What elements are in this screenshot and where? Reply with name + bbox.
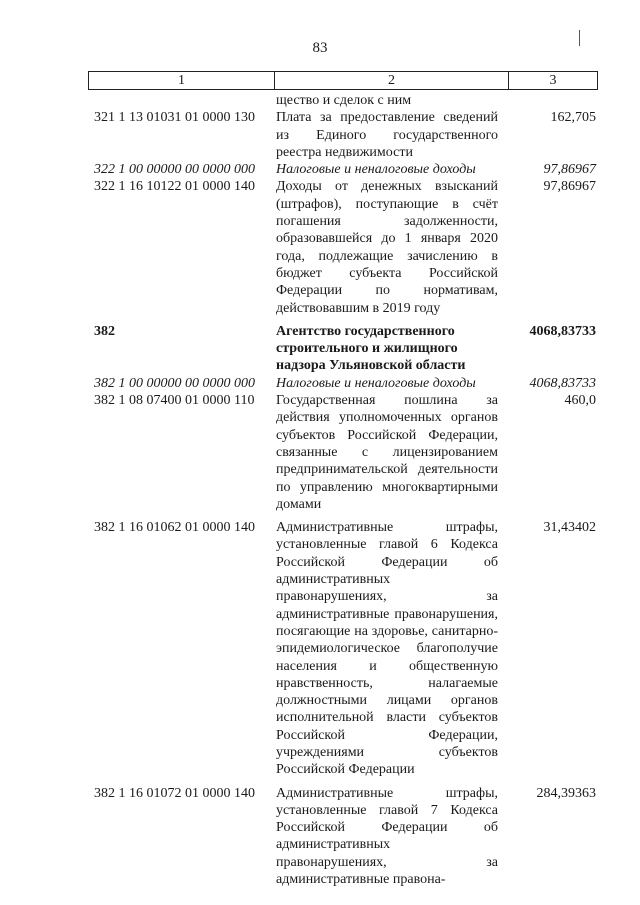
row-text: Доходы от денежных взысканий (штрафов), поступающие в счёт погашения задолженности, образовавшейся до 1 января 2020 года, подлежащие зачислению в бюджет субъекта Российской Федерации по нормативам, действовавшим в 2019 году — [276, 179, 498, 316]
table-row — [88, 375, 598, 392]
row-code: 382 — [94, 323, 115, 339]
row-code: 382 1 08 07400 01 0000 110 — [94, 393, 255, 409]
table-row — [88, 161, 598, 178]
table-header — [88, 71, 598, 90]
row-text: Агентство государственного строительного и жилищного надзора Ульяновской области — [276, 323, 466, 374]
table-row — [88, 519, 598, 778]
row-code: 321 1 13 01031 01 0000 130 — [94, 110, 255, 126]
table-row — [88, 392, 598, 513]
table-row — [88, 178, 598, 316]
row-amount: 460,0 — [564, 393, 596, 409]
row-amount: 162,705 — [550, 110, 596, 126]
row-amount: 97,86967 — [543, 162, 596, 178]
table-row — [88, 109, 598, 161]
row-amount: 97,86967 — [543, 179, 596, 195]
table-row — [88, 92, 598, 109]
header-col-2: 2 — [275, 72, 509, 89]
header-col-1: 1 — [89, 72, 275, 89]
row-code: 382 1 16 01072 01 0000 140 — [94, 785, 255, 801]
row-code: 322 1 16 10122 01 0000 140 — [94, 179, 255, 195]
row-code: 322 1 00 00000 00 0000 000 — [94, 162, 255, 178]
row-amount: 284,39363 — [536, 785, 596, 801]
row-text: щество и сделок с ним — [276, 93, 412, 108]
row-text: Налоговые и неналоговые доходы — [276, 162, 476, 178]
page-number: 83 — [312, 40, 328, 56]
row-text: Плата за предоставление сведений из Единого государственного реестра недвижимости — [276, 110, 498, 160]
corner-mark — [579, 30, 580, 46]
row-text: Административные штрафы, установленные главой 7 Кодекса Российской Федерации об административных правонарушениях, за административные правона- — [276, 785, 498, 888]
row-text: Налоговые и неналоговые доходы — [276, 375, 476, 391]
row-code: 382 1 00 00000 00 0000 000 — [94, 375, 255, 391]
row-amount: 4068,83733 — [529, 375, 596, 391]
row-code: 382 1 16 01062 01 0000 140 — [94, 520, 255, 536]
row-code — [88, 92, 276, 109]
table-row — [88, 323, 598, 375]
revenue-table — [88, 92, 598, 888]
row-text: Административные штрафы, установленные главой 6 Кодекса Российской Федерации об административных правонарушениях, за административные правонарушения, посягающие на здоровье, санитарно-эпидемиологическое благополучие населения и общественную нравственность, налагаемые должностными лицами органов исполнительной власти субъектов Российской Федерации, учреждениями субъектов Российской Федерации — [276, 520, 498, 778]
row-amount — [498, 92, 598, 109]
table-row — [88, 785, 598, 889]
row-text: Государственная пошлина за действия уполномоченных органов субъектов Российской Федерации, связанные с лицензированием предпринимательской деятельности по управлению многоквартирными домами — [276, 393, 498, 512]
row-amount: 4068,83733 — [529, 323, 596, 339]
header-col-3: 3 — [549, 72, 557, 88]
row-amount: 31,43402 — [543, 520, 596, 536]
